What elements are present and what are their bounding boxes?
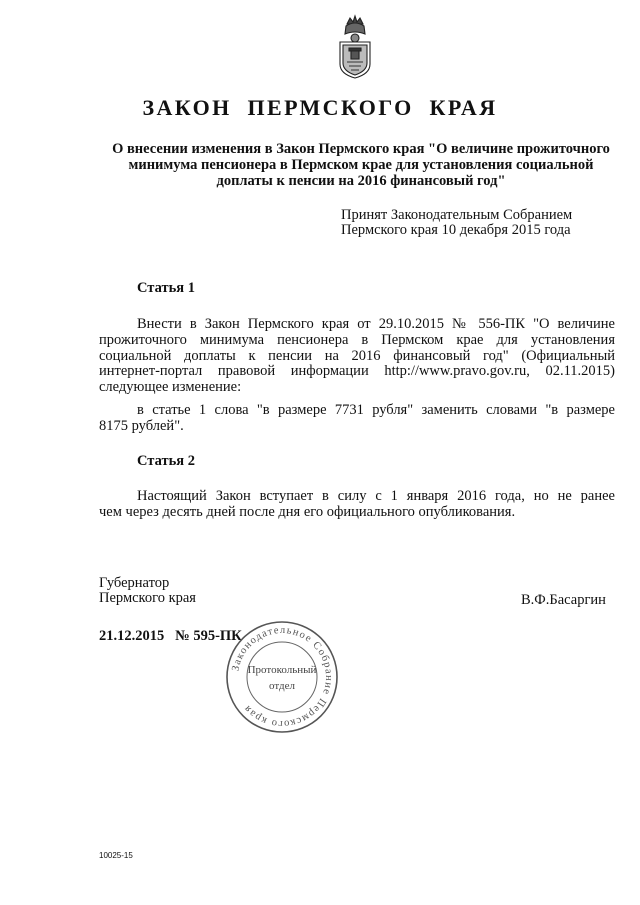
seal-center-line: Протокольный [247,664,317,676]
coat-of-arms-emblem [337,14,373,80]
subtitle-line: минимума пенсионера в Пермском крае для установления социальной [128,157,594,173]
text-line: Внести в Закон Пермского края от 29.10.2015 № 556-ПК "О величине [137,316,615,332]
text-line: 8175 рублей". [99,417,184,434]
law-title: ЗАКОН ПЕРМСКОГО КРАЯ [142,95,498,120]
seal-ring-text: Законодательное Собрание Пермского края [230,624,335,730]
signatory-name: В.Ф.Басаргин [521,592,606,608]
adoption-note [341,208,572,238]
position-line: Пермского края [99,590,196,606]
adoption-line: Пермского края 10 декабря 2015 года [341,222,571,238]
article-1-heading: Статья 1 [137,280,195,296]
text-line: Настоящий Закон вступает в силу с 1 января 2016 года, но не ранее [137,488,615,504]
text-line: в статье 1 слова "в размере 7731 рубля" заменить словами "в размере [137,402,615,418]
article-2-heading: Статья 2 [137,453,195,469]
document-code: 10025-15 [99,851,133,860]
law-date-number: 21.12.2015 № 595-ПК [99,628,242,644]
signatory-position [99,576,196,606]
position-line: Губернатор [99,575,170,591]
text-line: чем через десять дней после дня его официального опубликования. [99,503,516,520]
official-seal-stamp [222,617,342,737]
seal-center-line: отдел [269,680,295,692]
text-line: прожиточного минимума пенсионера в Пермском крае для установления [99,331,615,348]
text-line: интернет-портал правовой информации http://www.pravo.gov.ru, 02.11.2015) [99,363,615,380]
subtitle-line: доплаты к пенсии на 2016 финансовый год" [216,173,506,189]
adoption-line: Принят Законодательным Собранием [341,207,573,223]
text-line: следующее изменение: [99,379,242,396]
article-1-paragraph-1 [99,317,615,396]
text-line: социальной доплаты к пенсии на 2016 финансовый год" (Официальный [99,347,615,364]
law-subtitle [96,141,626,189]
article-2-paragraph [99,489,615,521]
article-1-paragraph-2 [99,403,615,435]
subtitle-line: О внесении изменения в Закон Пермского края "О величине прожиточного [112,141,610,157]
